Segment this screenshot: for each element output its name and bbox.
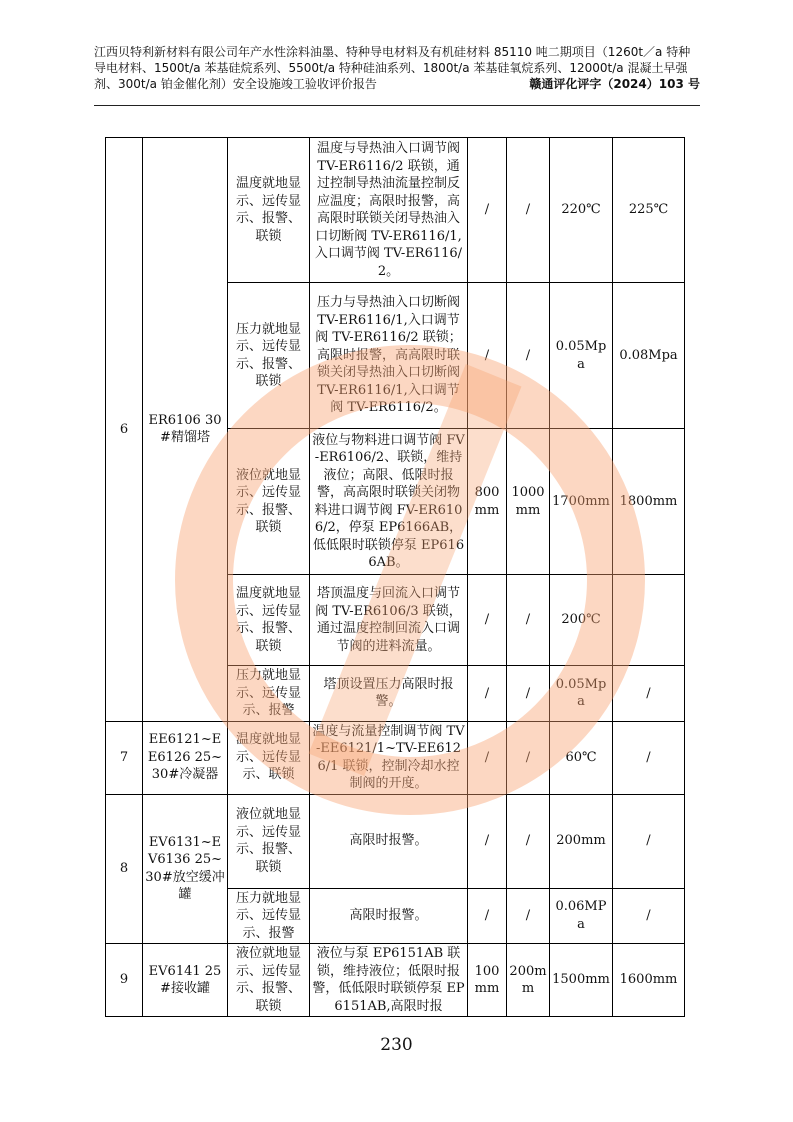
- equipment-cell: ER6106 30#精馏塔: [143, 138, 228, 722]
- monitor-type-cell: 压力就地显示、远传显示、报警、联锁: [228, 283, 310, 429]
- interlock-table: [105, 137, 685, 1017]
- monitor-type-cell: 温度就地显示、远传显示、联锁: [228, 721, 310, 794]
- row-number-cell: 6: [106, 138, 143, 722]
- low-low-alarm-cell: 200mm: [507, 944, 550, 1017]
- interlock-description-cell: 液位与物料进口调节阀 FV-ER6106/2、联锁，维持液位；高限、低限时报警，高高限时联锁关闭物料进口调节阀 FV-ER6106/2，停泵 EP6166AB，低低限时联锁停泵 EP6166AB。: [310, 429, 468, 575]
- interlock-description-cell: 塔顶温度与回流入口调节阀 TV-ER6106/3 联锁，通过温度控制回流入口调节阀的进料流量。: [310, 575, 468, 666]
- high-alarm-cell: 1500mm: [550, 944, 613, 1017]
- high-high-alarm-cell: /: [613, 666, 685, 722]
- row-number-cell: 9: [106, 944, 143, 1017]
- high-alarm-cell: 0.05Mpa: [550, 283, 613, 429]
- page-number: 230: [380, 1035, 413, 1055]
- document-code: 赣通评化评字（2024）103 号: [525, 76, 700, 92]
- low-alarm-cell: 100mm: [468, 944, 507, 1017]
- equipment-cell: EV6141 25#接收罐: [143, 944, 228, 1017]
- report-title: 江西贝特利新材料有限公司年产水性涂料油墨、特种导电材料及有机硅材料 85110 吨二期项目（1260t／a 特种导电材料、1500t/a 苯基硅烷系列、5500t/a 特种硅油系列、1800t/a 苯基硅氧烷系列、12000t/a 混凝土早强剂、300t/a 铂金催化剂）安全设施竣工验收评价报告: [94, 45, 691, 91]
- high-high-alarm-cell: /: [613, 794, 685, 888]
- high-alarm-cell: 1700mm: [550, 429, 613, 575]
- low-alarm-cell: /: [468, 575, 507, 666]
- low-alarm-cell: /: [468, 794, 507, 888]
- high-high-alarm-cell: /: [613, 888, 685, 944]
- low-alarm-cell: /: [468, 666, 507, 722]
- interlock-description-cell: 压力与导热油入口切断阀 TV-ER6116/1,入口调节阀 TV-ER6116/2 联锁；高限时报警，高高限时联锁关闭导热油入口切断阀 TV-ER6116/1,入口调节阀 TV-ER6116/2。: [310, 283, 468, 429]
- monitor-type-cell: 温度就地显示、远传显示、报警、联锁: [228, 138, 310, 283]
- interlock-description-cell: 温度与导热油入口调节阀 TV-ER6116/2 联锁，通过控制导热油流量控制反应温度；高限时报警，高高限时联锁关闭导热油入口切断阀 TV-ER6116/1,入口调节阀 TV-ER6116/2。: [310, 138, 468, 283]
- interlock-description-cell: 高限时报警。: [310, 794, 468, 888]
- low-low-alarm-cell: 1000mm: [507, 429, 550, 575]
- table-row: [106, 138, 685, 283]
- high-alarm-cell: 0.05Mpa: [550, 666, 613, 722]
- equipment-cell: EV6131~EV6136 25~30#放空缓冲罐: [143, 794, 228, 944]
- low-low-alarm-cell: /: [507, 138, 550, 283]
- monitor-type-cell: 温度就地显示、远传显示、报警、联锁: [228, 575, 310, 666]
- table-row: [106, 721, 685, 794]
- high-alarm-cell: 60℃: [550, 721, 613, 794]
- equipment-cell: EE6121~EE6126 25~30#冷凝器: [143, 721, 228, 794]
- monitor-type-cell: 液位就地显示、远传显示、报警、联锁: [228, 429, 310, 575]
- high-high-alarm-cell: 0.08Mpa: [613, 283, 685, 429]
- high-alarm-cell: 200mm: [550, 794, 613, 888]
- low-low-alarm-cell: /: [507, 721, 550, 794]
- interlock-description-cell: 高限时报警。: [310, 888, 468, 944]
- header-rule: [94, 105, 700, 106]
- low-alarm-cell: 800mm: [468, 429, 507, 575]
- high-high-alarm-cell: 1600mm: [613, 944, 685, 1017]
- table-row: [106, 794, 685, 888]
- low-low-alarm-cell: /: [507, 575, 550, 666]
- interlock-description-cell: 塔顶设置压力高限时报警。: [310, 666, 468, 722]
- low-alarm-cell: /: [468, 721, 507, 794]
- row-number-cell: 7: [106, 721, 143, 794]
- low-low-alarm-cell: /: [507, 283, 550, 429]
- monitor-type-cell: 压力就地显示、远传显示、报警: [228, 666, 310, 722]
- low-low-alarm-cell: /: [507, 794, 550, 888]
- interlock-description-cell: 温度与流量控制调节阀 TV-EE6121/1~TV-EE6126/1 联锁，控制冷却水控制阀的开度。: [310, 721, 468, 794]
- low-low-alarm-cell: /: [507, 888, 550, 944]
- low-low-alarm-cell: /: [507, 666, 550, 722]
- low-alarm-cell: /: [468, 888, 507, 944]
- monitor-type-cell: 压力就地显示、远传显示、报警: [228, 888, 310, 944]
- high-high-alarm-cell: 225℃: [613, 138, 685, 283]
- high-alarm-cell: 0.06MPa: [550, 888, 613, 944]
- row-number-cell: 8: [106, 794, 143, 944]
- table-row: [106, 944, 685, 1017]
- high-high-alarm-cell: /: [613, 721, 685, 794]
- high-alarm-cell: 200℃: [550, 575, 613, 666]
- high-high-alarm-cell: 1800mm: [613, 429, 685, 575]
- monitor-type-cell: 液位就地显示、远传显示、报警、联锁: [228, 794, 310, 888]
- low-alarm-cell: /: [468, 138, 507, 283]
- high-high-alarm-cell: [613, 575, 685, 666]
- report-header: [94, 44, 700, 92]
- interlock-description-cell: 液位与泵 EP6151AB 联锁，维持液位；低限时报警，低低限时联锁停泵 EP6151AB,高限时报: [310, 944, 468, 1017]
- high-alarm-cell: 220℃: [550, 138, 613, 283]
- low-alarm-cell: /: [468, 283, 507, 429]
- monitor-type-cell: 液位就地显示、远传显示、报警、联锁: [228, 944, 310, 1017]
